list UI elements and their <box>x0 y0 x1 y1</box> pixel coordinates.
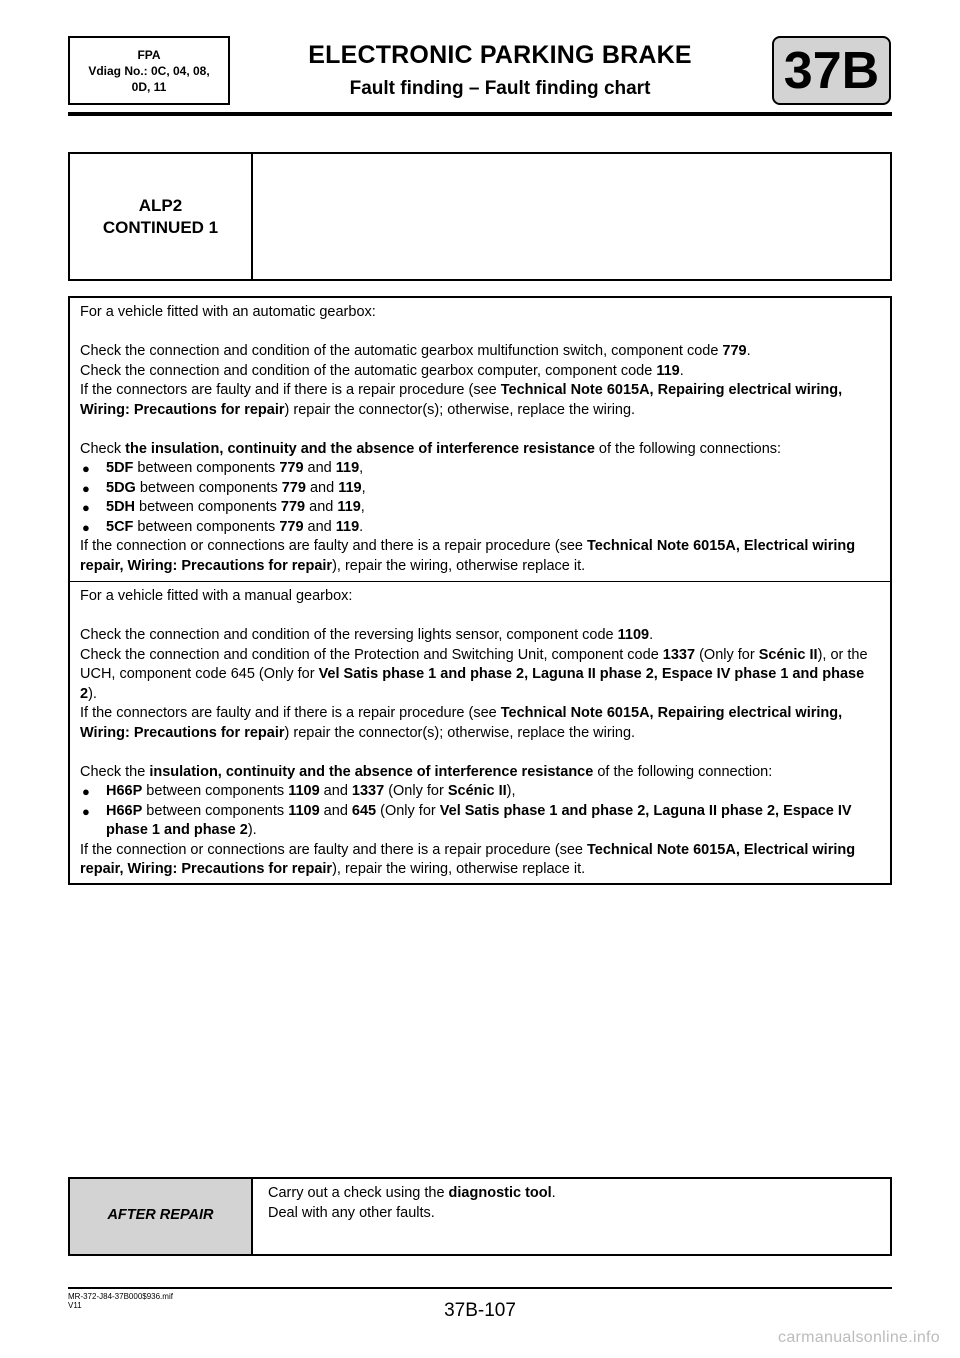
auto-check-switch: Check the connection and condition of the automatic gearbox multifunction switch, component code 779. <box>80 343 751 359</box>
alp-code: ALP2 <box>138 196 183 215</box>
file-reference: MR-372-J84-37B000$936.mif V11 <box>68 1292 173 1310</box>
vehicle-label: FPA <box>137 48 161 62</box>
automatic-gearbox-section <box>70 298 890 582</box>
manual-repair-instruction: If the connectors are faulty and if there is a repair procedure (see Technical Note 6015A, Repairing electrical wiring, Wiring: Precautions for repair) repair the connector(s); otherwise, replace the wiring. <box>80 705 843 741</box>
auto-check-connections: Check the insulation, continuity and the absence of interference resistance of the following connections: <box>80 440 782 457</box>
vdiag-line2: 0D, 11 <box>131 80 167 94</box>
manual-check-connection: Check the insulation, continuity and the absence of interference resistance of the following connection: <box>80 763 773 780</box>
fault-chart-box <box>68 296 892 885</box>
page-subtitle: Fault finding – Fault finding chart <box>349 78 651 99</box>
auto-intro: For a vehicle fitted with an automatic gearbox: <box>80 304 376 320</box>
alp-continued: CONTINUED 1 <box>102 218 219 237</box>
after-repair-box <box>68 1177 892 1256</box>
manual-check-unit: Check the connection and condition of the Protection and Switching Unit, component code 1337 (Only for Scénic II), or the UCH, component code 645 (Only for Vel Satis phase 1 and phase 2, Laguna II phase 2, Espace IV phase 1 and phase 2). <box>80 646 868 702</box>
footer-divider <box>68 1287 892 1289</box>
header-divider <box>68 112 892 116</box>
list-item: ● 5DF between components 779 and 119, <box>80 459 880 479</box>
list-item: ● 5DH between components 779 and 119, <box>80 498 880 518</box>
list-item: ● H66P between components 1109 and 645 (Only for Vel Satis phase 1 and phase 2, Laguna II phase 2, Espace IV phase 1 and phase 2). <box>80 802 880 841</box>
alp-label-cell <box>70 154 253 279</box>
vdiag-line1: Vdiag No.: 0C, 04, 08, <box>88 64 210 78</box>
alp-header-row <box>68 152 892 281</box>
vehicle-info-box <box>68 36 230 105</box>
auto-repair-instruction: If the connectors are faulty and if there is a repair procedure (see Technical Note 6015A, Repairing electrical wiring, Wiring: Precautions for repair) repair the connector(s); otherwise, replace the wiring. <box>80 382 843 418</box>
manual-check-sensor: Check the connection and condition of the reversing lights sensor, component code 1109. <box>80 627 654 643</box>
after-repair-label: AFTER REPAIR <box>70 1179 253 1254</box>
page-number: 37B-107 <box>444 1300 516 1321</box>
list-item: ● H66P between components 1109 and 1337 (Only for Scénic II), <box>80 782 880 802</box>
manual-intro: For a vehicle fitted with a manual gearbox: <box>80 588 353 604</box>
manual-wiring-instruction: If the connection or connections are faulty and there is a repair procedure (see Technical Note 6015A, Electrical wiring repair, Wiring: Precautions for repair), repair the wiring, otherwise replace it. <box>80 841 856 877</box>
list-item: ● 5CF between components 779 and 119. <box>80 518 880 538</box>
watermark: carmanualsonline.info <box>778 1329 940 1346</box>
auto-wiring-instruction: If the connection or connections are faulty and there is a repair procedure (see Technical Note 6015A, Electrical wiring repair, Wiring: Precautions for repair), repair the wiring, otherwise replace it. <box>80 538 856 574</box>
auto-check-computer: Check the connection and condition of the automatic gearbox computer, component code 119. <box>80 362 684 379</box>
manual-gearbox-section <box>70 582 890 880</box>
section-code-badge: 37B <box>772 36 891 105</box>
page-title: ELECTRONIC PARKING BRAKE <box>308 41 692 69</box>
list-item: ● 5DG between components 779 and 119, <box>80 479 880 499</box>
after-repair-text: Carry out a check using the diagnostic tool. Deal with any other faults. <box>268 1185 556 1221</box>
